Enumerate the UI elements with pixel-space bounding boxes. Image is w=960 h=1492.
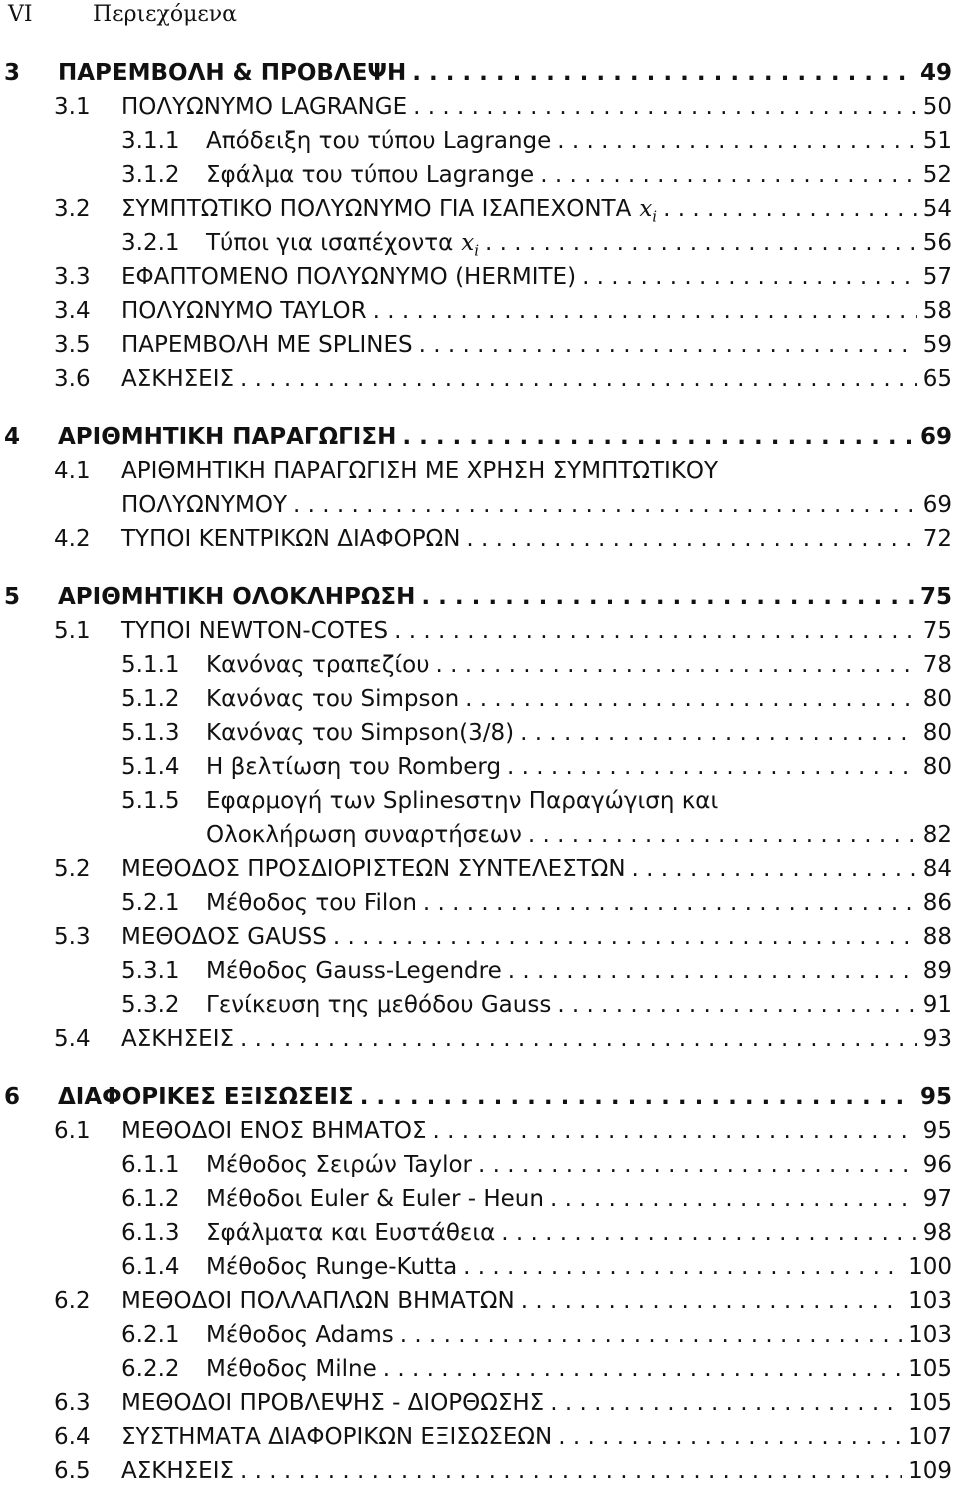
dot-leader <box>485 230 917 256</box>
toc-entry[interactable] <box>0 720 960 754</box>
dot-leader <box>436 652 917 678</box>
toc-entry-number: 3.6 <box>54 366 91 392</box>
toc-entry-label: Μέθοδος Adams <box>206 1322 394 1348</box>
toc-entry-number: 5.3 <box>54 924 91 950</box>
dot-leader <box>423 890 917 916</box>
dot-leader <box>466 526 916 552</box>
dot-leader <box>412 60 914 86</box>
toc-entry-page: 84 <box>922 856 952 882</box>
toc-entry-label: ΣΥΜΠΤΩΤΙΚΟ ΠΟΛΥΩΝΥΜΟ ΓΙΑ ΙΣΑΠΕΧΟΝΤΑ $x_i$ <box>121 196 658 226</box>
dot-leader <box>413 94 917 120</box>
dot-leader <box>478 1152 917 1178</box>
dot-leader <box>383 1356 902 1382</box>
toc-entry-number: 6.1.2 <box>121 1186 180 1212</box>
toc-entry-number: 3.1.1 <box>121 128 180 154</box>
toc-entry[interactable] <box>0 856 960 890</box>
toc-entry-label: Μέθοδος Runge-Kutta <box>206 1254 458 1280</box>
toc-entry-page: 57 <box>922 264 952 290</box>
toc-entry-page: 103 <box>908 1288 952 1314</box>
toc-entry-number: 6 <box>4 1084 21 1110</box>
toc-entry-page: 59 <box>922 332 952 358</box>
toc-entry-number: 5.1.2 <box>121 686 180 712</box>
toc-entry[interactable] <box>0 652 960 686</box>
toc-entry[interactable] <box>0 754 960 788</box>
toc-entry-label: Κανόνας του Simpson <box>206 686 460 712</box>
toc-entry[interactable] <box>0 1458 960 1492</box>
toc-entry-number: 3.3 <box>54 264 91 290</box>
toc-entry-label: Κανόνας τραπεζίου <box>206 652 430 678</box>
toc-entry-number: 5.1 <box>54 618 91 644</box>
toc-entry-label: Σφάλμα του τύπου Lagrange <box>206 162 535 188</box>
dot-leader <box>508 958 917 984</box>
page-number: VI <box>8 2 33 27</box>
dot-leader <box>402 424 914 450</box>
toc-entry-label-continued: Ολοκλήρωση συναρτήσεων <box>206 822 522 848</box>
toc-entry[interactable] <box>0 788 960 822</box>
toc-entry-page: 75 <box>922 618 952 644</box>
toc-entry-label: ΑΣΚΗΣΕΙΣ <box>121 1026 235 1052</box>
toc-entry[interactable] <box>0 1084 960 1118</box>
toc-entry-label: ΜΕΘΟΔΟΣ GAUSS <box>121 924 327 950</box>
toc-entry-page: 72 <box>922 526 952 552</box>
toc-entry-label: Μέθοδος Gauss-Legendre <box>206 958 502 984</box>
dot-leader <box>419 332 917 358</box>
dot-leader <box>507 754 917 780</box>
toc-entry-label: Μέθοδοι Euler & Euler - Heun <box>206 1186 544 1212</box>
toc-entry-number: 5.1.1 <box>121 652 180 678</box>
toc-entry[interactable] <box>0 162 960 196</box>
toc-entry-label: ΑΣΚΗΣΕΙΣ <box>121 366 235 392</box>
toc-entry-label: ΠΟΛΥΩΝΥΜΟ LAGRANGE <box>121 94 408 120</box>
toc-entry[interactable] <box>0 1118 960 1152</box>
toc-entry[interactable] <box>0 618 960 652</box>
toc-entry-label: ΣΥΣΤΗΜΑΤΑ ΔΙΑΦΟΡΙΚΩΝ ΕΞΙΣΩΣΕΩΝ <box>121 1424 553 1450</box>
toc-entry-label-continued: ΠΟΛΥΩΝΥΜΟΥ <box>121 492 288 518</box>
dot-leader <box>421 584 914 610</box>
dot-leader <box>400 1322 902 1348</box>
toc-entry-label: ΑΡΙΘΜΗΤΙΚΗ ΠΑΡΑΓΩΓΙΣΗ <box>58 424 397 450</box>
dot-leader <box>550 1186 917 1212</box>
toc-entry-continuation <box>0 822 960 856</box>
toc-entry-label: Κανόνας του Simpson(3/8) <box>206 720 515 746</box>
dot-leader <box>663 196 917 222</box>
page-title: Περιεχόμενα <box>93 2 238 27</box>
toc-entry-page: 96 <box>922 1152 952 1178</box>
toc-entry-number: 6.1.1 <box>121 1152 180 1178</box>
toc-entry-page: 89 <box>922 958 952 984</box>
toc-entry[interactable] <box>0 60 960 94</box>
toc-entry[interactable] <box>0 958 960 992</box>
dot-leader <box>540 162 917 188</box>
toc-entry-page: 51 <box>922 128 952 154</box>
dot-leader <box>463 1254 902 1280</box>
toc-entry-label: ΑΡΙΘΜΗΤΙΚΗ ΟΛΟΚΛΗΡΩΣΗ <box>58 584 416 610</box>
toc-entry-number: 5.2 <box>54 856 91 882</box>
dot-leader <box>333 924 917 950</box>
toc-entry-page: 65 <box>922 366 952 392</box>
toc-entry-page: 86 <box>922 890 952 916</box>
toc-entry-label: ΜΕΘΟΔΟΙ ΠΟΛΛΑΠΛΩΝ ΒΗΜΑΤΩΝ <box>121 1288 515 1314</box>
toc-entry-label: ΔΙΑΦΟΡΙΚΕΣ ΕΞΙΣΩΣΕΙΣ <box>58 1084 354 1110</box>
toc-entry-number: 3.5 <box>54 332 91 358</box>
dot-leader <box>582 264 917 290</box>
toc-entry[interactable] <box>0 366 960 400</box>
toc-entry[interactable] <box>0 230 960 264</box>
toc-entry-number: 3.4 <box>54 298 91 324</box>
toc-entry[interactable] <box>0 94 960 128</box>
toc-entry[interactable] <box>0 1026 960 1060</box>
toc-entry[interactable] <box>0 264 960 298</box>
dot-leader <box>521 1288 902 1314</box>
toc-entry[interactable] <box>0 686 960 720</box>
dot-leader <box>520 720 917 746</box>
dot-leader <box>240 1026 917 1052</box>
toc-entry-page: 95 <box>919 1084 952 1110</box>
page-header <box>0 0 960 30</box>
toc-entry-number: 6.2.2 <box>121 1356 180 1382</box>
toc-entry-number: 4.1 <box>54 458 91 484</box>
toc-entry-page: 98 <box>922 1220 952 1246</box>
toc-entry-page: 97 <box>922 1186 952 1212</box>
toc-entry-page: 91 <box>922 992 952 1018</box>
toc-entry[interactable] <box>0 1424 960 1458</box>
toc-entry-label: Μέθοδος Σειρών Taylor <box>206 1152 473 1178</box>
toc-entry-page: 78 <box>922 652 952 678</box>
toc-entry-number: 5.1.5 <box>121 788 180 814</box>
toc-entry-number: 6.4 <box>54 1424 91 1450</box>
toc-entry-number: 3.2.1 <box>121 230 180 256</box>
toc-entry-page: 58 <box>922 298 952 324</box>
toc-entry-number: 5 <box>4 584 21 610</box>
toc-entry-page: 50 <box>922 94 952 120</box>
toc-entry-number: 4.2 <box>54 526 91 552</box>
toc-entry-page: 107 <box>908 1424 952 1450</box>
toc-entry-label: ΠΑΡΕΜΒΟΛΗ ΜΕ SPLINES <box>121 332 413 358</box>
toc-entry-label: ΤΥΠΟΙ ΚΕΝΤΡΙΚΩΝ ΔΙΑΦΟΡΩΝ <box>121 526 461 552</box>
toc-entry-label: ΑΡΙΘΜΗΤΙΚΗ ΠΑΡΑΓΩΓΙΣΗ ΜΕ ΧΡΗΣΗ ΣΥΜΠΤΩΤΙΚΟΥ <box>121 458 719 484</box>
toc-entry-number: 5.1.4 <box>121 754 180 780</box>
toc-entry[interactable] <box>0 196 960 230</box>
toc-entry-page: 80 <box>922 686 952 712</box>
dot-leader <box>632 856 917 882</box>
toc-entry-page: 69 <box>922 492 952 518</box>
toc-entry[interactable] <box>0 992 960 1026</box>
toc-entry-page: 49 <box>919 60 952 86</box>
toc-entry[interactable] <box>0 890 960 924</box>
dot-leader <box>557 992 916 1018</box>
dot-leader <box>293 492 917 518</box>
math-variable: $x_i$ <box>461 230 480 260</box>
toc-entry-number: 4 <box>4 424 21 450</box>
toc-entry[interactable] <box>0 458 960 492</box>
toc-entry-label: ΜΕΘΟΔΟΙ ΠΡΟΒΛΕΨΗΣ - ΔΙΟΡΘΩΣΗΣ <box>121 1390 545 1416</box>
toc-entry-page: 109 <box>908 1458 952 1484</box>
toc-entry-page: 82 <box>922 822 952 848</box>
toc-entry[interactable] <box>0 1322 960 1356</box>
toc-entry[interactable] <box>0 1152 960 1186</box>
toc-entry[interactable] <box>0 1254 960 1288</box>
toc-entry[interactable] <box>0 298 960 332</box>
toc-entry-continuation <box>0 492 960 526</box>
toc-entry-number: 3 <box>4 60 21 86</box>
toc-entry[interactable] <box>0 1220 960 1254</box>
toc-entry-number: 3.1.2 <box>121 162 180 188</box>
toc-entry-number: 6.1.3 <box>121 1220 180 1246</box>
toc-entry-number: 5.4 <box>54 1026 91 1052</box>
toc-entry[interactable] <box>0 924 960 958</box>
toc-entry[interactable] <box>0 424 960 458</box>
toc-entry-page: 52 <box>922 162 952 188</box>
toc-entry[interactable] <box>0 128 960 162</box>
toc-entry-label: Εφαρμογή των Splinesστην Παραγώγιση και <box>206 788 719 814</box>
toc-entry-number: 5.3.1 <box>121 958 180 984</box>
toc-entry-label: ΠΟΛΥΩΝΥΜΟ TAYLOR <box>121 298 367 324</box>
toc-entry-page: 105 <box>908 1390 952 1416</box>
toc-entry-label: Μέθοδος του Filon <box>206 890 417 916</box>
toc-entry-number: 5.2.1 <box>121 890 180 916</box>
toc-entry-page: 80 <box>922 754 952 780</box>
toc-entry-page: 103 <box>908 1322 952 1348</box>
toc-entry-label: ΜΕΘΟΔΟΙ ΕΝΟΣ ΒΗΜΑΤΟΣ <box>121 1118 427 1144</box>
toc-entry-label: ΕΦΑΠΤΟΜΕΝΟ ΠΟΛΥΩΝΥΜΟ (HERMITE) <box>121 264 577 290</box>
toc-entry[interactable] <box>0 1288 960 1322</box>
toc-entry-number: 5.3.2 <box>121 992 180 1018</box>
toc-entry-number: 6.2.1 <box>121 1322 180 1348</box>
toc-entry-label: Η βελτίωση του Romberg <box>206 754 502 780</box>
toc-entry-number: 6.1.4 <box>121 1254 180 1280</box>
toc-entry-number: 6.3 <box>54 1390 91 1416</box>
toc-entry-page: 75 <box>919 584 952 610</box>
toc-entry-label: Τύποι για ισαπέχοντα $x_i$ <box>206 230 480 260</box>
toc-entry-number: 6.1 <box>54 1118 91 1144</box>
toc-entry[interactable] <box>0 1356 960 1390</box>
toc-entry-page: 80 <box>922 720 952 746</box>
dot-leader <box>240 366 917 392</box>
dot-leader <box>501 1220 916 1246</box>
dot-leader <box>360 1084 914 1110</box>
toc-entry-page: 100 <box>908 1254 952 1280</box>
dot-leader <box>373 298 917 324</box>
toc-entry[interactable] <box>0 1186 960 1220</box>
toc-entry[interactable] <box>0 584 960 618</box>
math-variable: $x_i$ <box>639 196 658 226</box>
toc-entry-page: 56 <box>922 230 952 256</box>
dot-leader <box>558 1424 902 1450</box>
dot-leader <box>465 686 917 712</box>
toc-entry-label: ΜΕΘΟΔΟΣ ΠΡΟΣΔΙΟΡΙΣΤΕΩΝ ΣΥΝΤΕΛΕΣΤΩΝ <box>121 856 626 882</box>
toc-entry-number: 6.2 <box>54 1288 91 1314</box>
dot-leader <box>240 1458 902 1484</box>
toc-entry-label: ΤΥΠΟΙ NEWTON-COTES <box>121 618 389 644</box>
dot-leader <box>394 618 917 644</box>
dot-leader <box>557 128 916 154</box>
toc-entry-label: Γενίκευση της μεθόδου Gauss <box>206 992 552 1018</box>
dot-leader <box>528 822 917 848</box>
toc-entry-page: 93 <box>922 1026 952 1052</box>
toc-entry-page: 54 <box>922 196 952 222</box>
dot-leader <box>550 1390 902 1416</box>
toc-entry-page: 95 <box>922 1118 952 1144</box>
dot-leader <box>433 1118 917 1144</box>
toc-entry-label: ΠΑΡΕΜΒΟΛΗ & ΠΡΟΒΛΕΨΗ <box>58 60 407 86</box>
toc-entry-page: 69 <box>919 424 952 450</box>
toc-entry-number: 5.1.3 <box>121 720 180 746</box>
toc-entry-number: 6.5 <box>54 1458 91 1484</box>
toc-entry-label: Σφάλματα και Ευστάθεια <box>206 1220 496 1246</box>
toc-entry-label: ΑΣΚΗΣΕΙΣ <box>121 1458 235 1484</box>
toc-entry-page: 105 <box>908 1356 952 1382</box>
toc-entry-page: 88 <box>922 924 952 950</box>
toc-entry-number: 3.2 <box>54 196 91 222</box>
toc-entry[interactable] <box>0 1390 960 1424</box>
toc-entry-label: Απόδειξη του τύπου Lagrange <box>206 128 552 154</box>
toc-entry-number: 3.1 <box>54 94 91 120</box>
toc-entry[interactable] <box>0 332 960 366</box>
toc-entry[interactable] <box>0 526 960 560</box>
toc-entry-label: Μέθοδος Milne <box>206 1356 377 1382</box>
